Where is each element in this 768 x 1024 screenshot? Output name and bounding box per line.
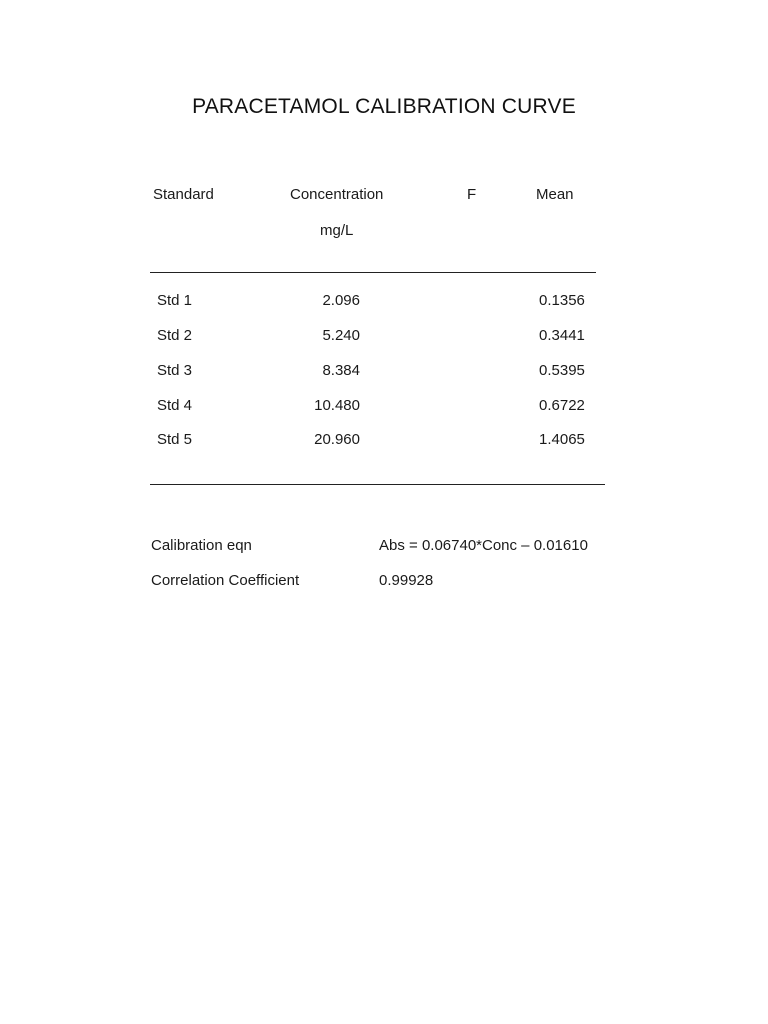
header-f: F [467,186,477,203]
row-standard: Std 5 [157,431,193,448]
row-standard: Std 1 [157,292,193,309]
row-concentration: 10.480 [314,397,360,414]
calibration-eqn-value: Abs = 0.06740*Conc – 0.01610 [379,537,588,554]
row-mean: 0.6722 [539,397,585,414]
correlation-coefficient-label: Correlation Coefficient [151,572,300,589]
header-concentration-unit: mg/L [320,222,354,239]
table-row [0,292,768,312]
table-row [0,431,768,451]
calibration-eqn-label: Calibration eqn [151,537,252,554]
table-row [0,327,768,347]
table-row [0,362,768,382]
table-top-rule [150,272,596,273]
header-concentration: Concentration [290,186,384,203]
row-mean: 1.4065 [539,431,585,448]
table-bottom-rule [150,484,605,485]
row-standard: Std 2 [157,327,193,344]
row-standard: Std 3 [157,362,193,379]
table-row [0,397,768,417]
row-concentration: 5.240 [322,327,360,344]
row-concentration: 8.384 [322,362,360,379]
row-mean: 0.5395 [539,362,585,379]
document-title: PARACETAMOL CALIBRATION CURVE [192,95,576,118]
row-mean: 0.3441 [539,327,585,344]
row-mean: 0.1356 [539,292,585,309]
row-standard: Std 4 [157,397,193,414]
header-mean: Mean [536,186,574,203]
header-standard: Standard [153,186,214,203]
row-concentration: 2.096 [322,292,360,309]
correlation-coefficient-value: 0.99928 [379,572,434,589]
row-concentration: 20.960 [314,431,360,448]
